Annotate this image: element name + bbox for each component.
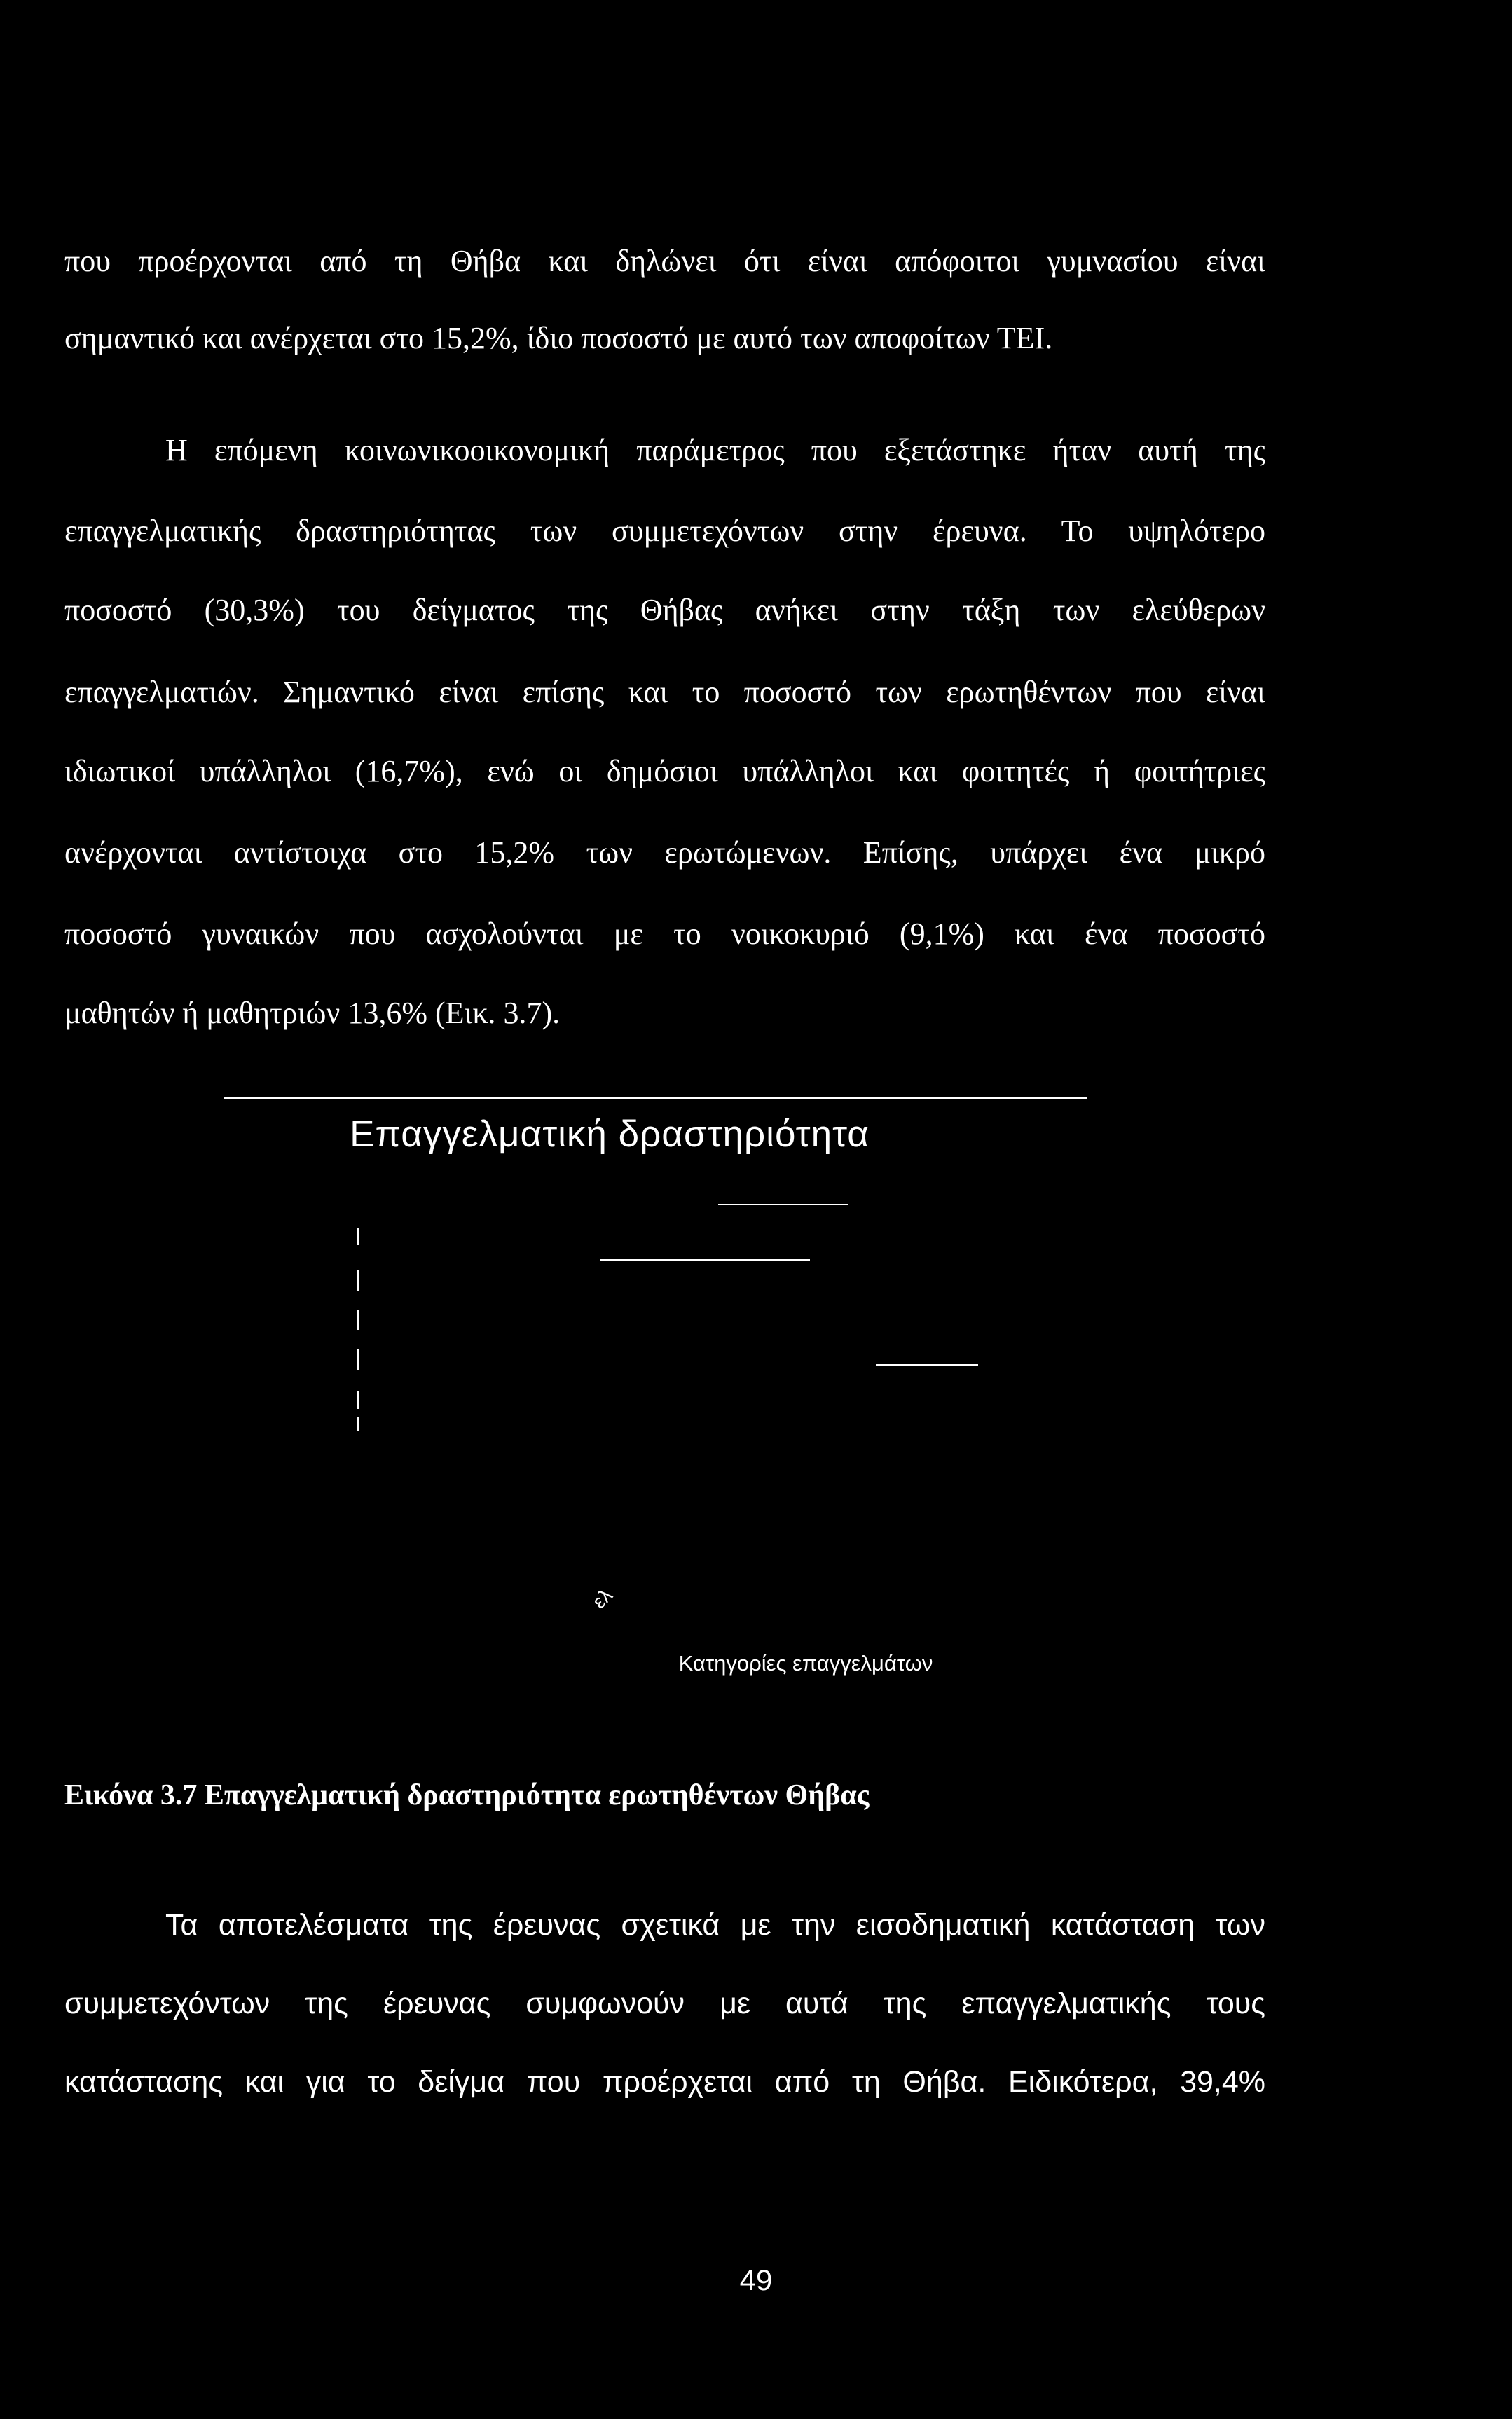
text-line: ιδιωτικοί υπάλληλοι (16,7%), ενώ οι δημόσιοι υπάλληλοι και φοιτητές ή φοιτήτριες xyxy=(64,754,1265,788)
text-line: ποσοστό (30,3%) του δείγματος της Θήβας ανήκει στην τάξη των ελεύθερων xyxy=(64,593,1265,627)
chart-top-border xyxy=(224,1097,1087,1099)
axis-tick xyxy=(357,1349,359,1370)
text-line: Η επόμενη κοινωνικοοικονομική παράμετρος που εξετάστηκε ήταν αυτή της xyxy=(165,433,1265,467)
chart-fragment-line xyxy=(718,1204,848,1205)
x-axis-label: Κατηγορίες επαγγελμάτων xyxy=(678,1651,933,1676)
text-line: ποσοστό γυναικών που ασχολούνται με το νοικοκυριό (9,1%) και ένα ποσοστό xyxy=(64,917,1265,951)
chart-fragment-line xyxy=(600,1259,810,1261)
text-line: Τα αποτελέσματα της έρευνας σχετικά με την εισοδηματική κατάσταση των xyxy=(165,1908,1265,1942)
text-line: που προέρχονται από τη Θήβα και δηλώνει ότι είναι απόφοιτοι γυμνασίου είναι xyxy=(64,244,1265,278)
text-line: ανέρχονται αντίστοιχα στο 15,2% των ερωτώμενων. Επίσης, υπάρχει ένα μικρό xyxy=(64,835,1265,870)
text-line: σημαντικό και ανέρχεται στο 15,2%, ίδιο ποσοστό με αυτό των αποφοίτων ΤΕΙ. xyxy=(64,321,1053,355)
chart-fragment-line xyxy=(876,1364,978,1366)
text-line: κατάστασης και για το δείγμα που προέρχεται από τη Θήβα. Ειδικότερα, 39,4% xyxy=(64,2065,1265,2099)
axis-tick xyxy=(357,1310,359,1330)
x-tick-label: ελ xyxy=(588,1584,617,1613)
axis-tick xyxy=(357,1391,359,1409)
chart-title: Επαγγελματική δραστηριότητα xyxy=(350,1113,870,1155)
text-line: συμμετεχόντων της έρευνας συμφωνούν με αυτά της επαγγελματικής τους xyxy=(64,1987,1265,2020)
page-number: 49 xyxy=(739,2263,773,2296)
axis-tick xyxy=(357,1228,359,1245)
axis-tick xyxy=(357,1270,359,1291)
figure-caption: Εικόνα 3.7 Επαγγελματική δραστηριότητα ερωτηθέντων Θήβας xyxy=(64,1779,870,1811)
text-line: επαγγελματικής δραστηριότητας των συμμετεχόντων στην έρευνα. Το υψηλότερο xyxy=(64,514,1265,548)
text-line: μαθητών ή μαθητριών 13,6% (Εικ. 3.7). xyxy=(64,996,561,1030)
axis-tick xyxy=(357,1417,359,1431)
text-line: επαγγελματιών. Σημαντικό είναι επίσης και το ποσοστό των ερωτηθέντων που είναι xyxy=(64,675,1265,709)
